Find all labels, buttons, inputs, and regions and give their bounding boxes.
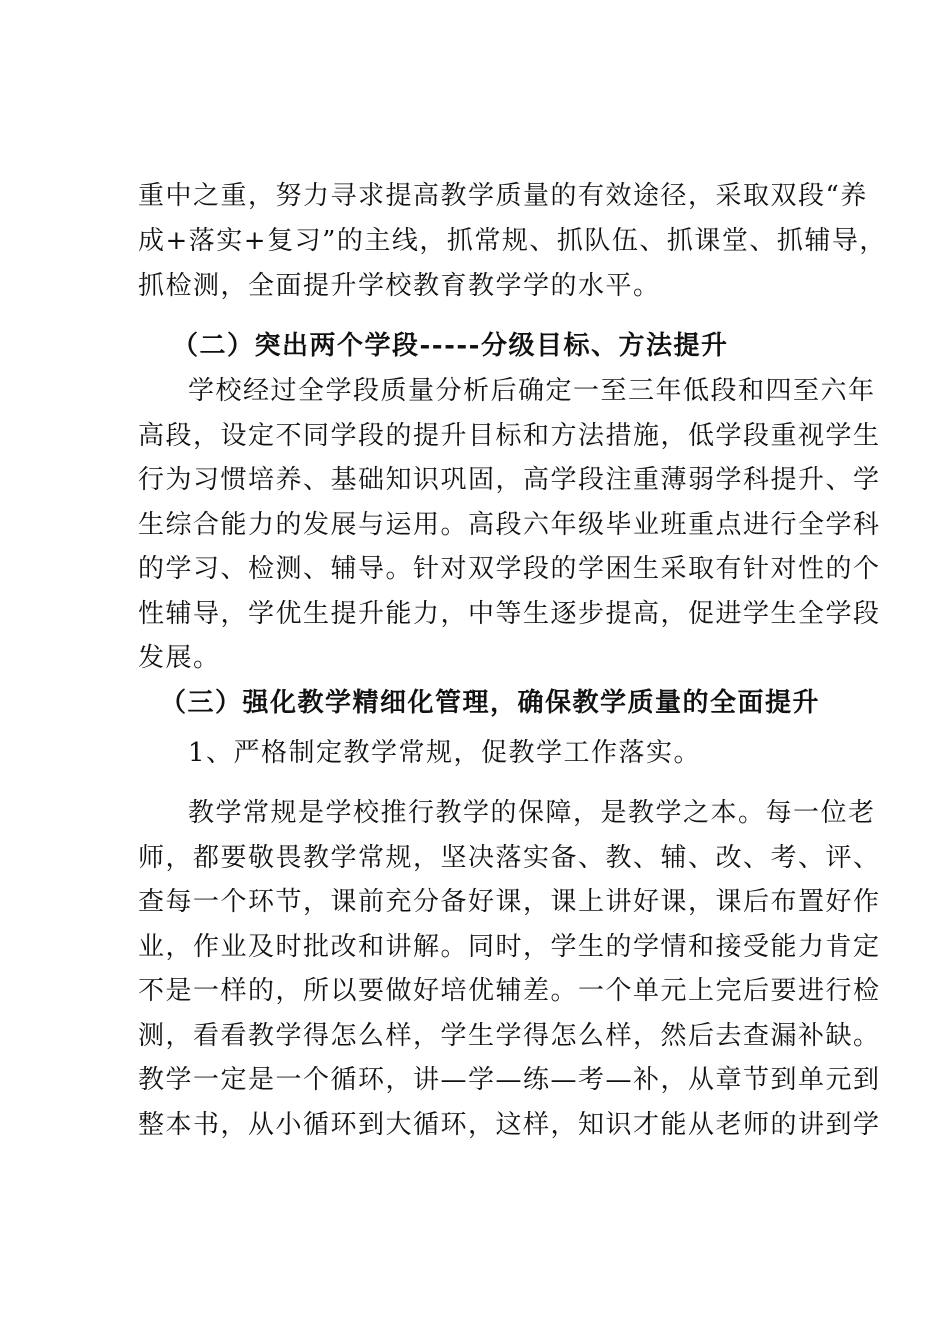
paragraph-line: 测，看看教学得怎么样，学生学得怎么样，然后去查漏补缺。 [138, 1021, 881, 1051]
paragraph-line: 高段，设定不同学段的提升目标和方法措施，低学段重视学生 [138, 421, 881, 451]
paragraph-line: 重中之重，努力寻求提高教学质量的有效途径，采取双段“养 [138, 181, 868, 211]
paragraph-line: 生综合能力的发展与运用。高段六年级毕业班重点进行全学科 [138, 510, 881, 540]
paragraph-line: 的学习、检测、辅导。针对双学段的学困生采取有针对性的个 [138, 554, 881, 584]
paragraph-line: 查每一个环节，课前充分备好课，课上讲好课，课后布置好作 [138, 887, 881, 917]
paragraph-line: 师，都要敬畏教学常规，坚决落实备、教、辅、改、考、评、 [138, 843, 881, 873]
paragraph-line: 抓检测，全面提升学校教育教学学的水平。 [138, 271, 661, 301]
paragraph-line: 教学常规是学校推行教学的保障，是教学之本。每一位老 [188, 798, 876, 828]
paragraph-line: 性辅导，学优生提升能力，中等生逐步提高，促进学生全学段 [138, 599, 881, 629]
section-heading-3: （三）强化教学精细化管理，确保教学质量的全面提升 [160, 688, 821, 718]
paragraph-line: 业，作业及时批改和讲解。同时，学生的学情和接受能力肯定 [138, 932, 881, 962]
paragraph-line: 整本书，从小循环到大循环，这样，知识才能从老师的讲到学 [138, 1110, 881, 1140]
paragraph-line: 行为习惯培养、基础知识巩固，高学段注重薄弱学科提升、学 [138, 465, 881, 495]
paragraph-line: 发展。 [138, 643, 221, 673]
paragraph-line: 教学一定是一个循环，讲—学—练—考—补，从章节到单元到 [138, 1065, 881, 1095]
paragraph-line: 成+落实+复习”的主线，抓常规、抓队伍、抓课堂、抓辅导， [138, 226, 887, 256]
section-heading-2: （二）突出两个学段-----分级目标、方法提升 [172, 331, 729, 361]
paragraph-line: 学校经过全学段质量分析后确定一至三年低段和四至六年 [188, 376, 876, 406]
paragraph-line: 不是一样的，所以要做好培优辅差。一个单元上完后要进行检 [138, 976, 881, 1006]
subsection-heading: 1、严格制定教学常规，促教学工作落实。 [188, 738, 702, 768]
